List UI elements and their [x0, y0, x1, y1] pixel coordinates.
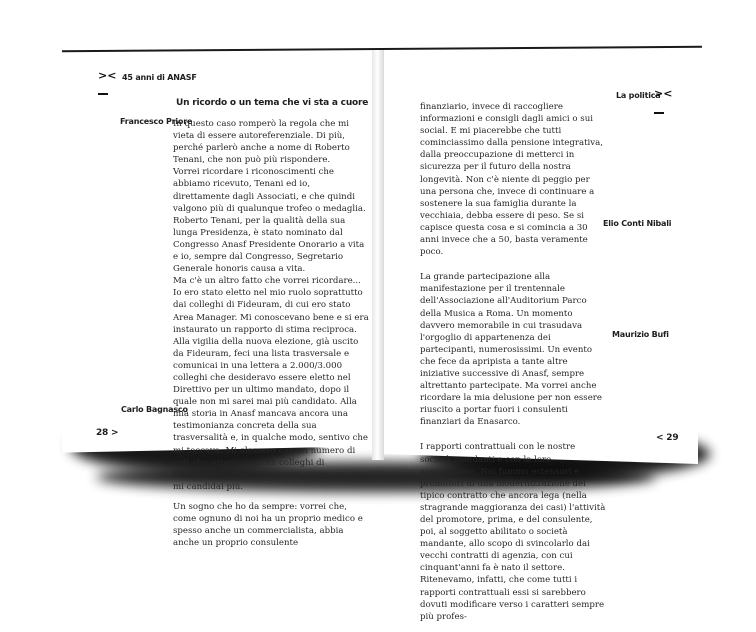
author-label-priore: Francesco Priore	[120, 117, 193, 126]
right-header-text: La politica	[616, 91, 661, 100]
right-page-number: < 29	[656, 433, 679, 443]
left-header-dash	[98, 93, 108, 95]
section-title: Un ricordo o un tema che vi sta a cuore	[176, 98, 369, 108]
left-body-text	[173, 118, 369, 558]
author-label-bufi: Maurizio Bufi	[612, 330, 669, 339]
right-header-mark: ><	[654, 87, 673, 100]
paragraph-bagnasco: Un sogno che ho da sempre: vorrei che, come ognuno di noi ha un proprio medico e spesso anche un commercialista, abbia anche un proprio consulente	[173, 501, 363, 549]
paragraph-bufi: I rapporti contrattuali con le nostre società mandanti e con la loro associazione. Noi fummo estensori e promotori di una modernizzazione del tipico contratto che ancora lega (nella stragrande maggioranza dei casi) l'attività del promotore, prima, e del consulente, poi, al soggetto abilitato o società mandante, allo scopo di svincolarlo dai vecchi contratti di agenzia, con cui cinquant'anni fa è nato il settore. Ritenevamo, infatti, che come tutti i rapporti contrattuali essi si sarebbero dovuti modificare verso i caratteri sempre più profes-	[420, 442, 606, 622]
author-label-conti-nibali: Elio Conti Nibali	[603, 219, 672, 228]
right-header-dash	[654, 112, 664, 114]
book-spine	[372, 50, 384, 460]
left-header-text: 45 anni di ANASF	[122, 73, 197, 82]
paragraph-priore-3: Ma c'è un altro fatto che vorrei ricordare... Io ero stato eletto nel mio ruolo soprattutto dai colleghi di Fideuram, di cui ero stato Area Manager. Mi conoscevano bene e si era instaurato un rapporto di stima reciproca. Alla vigilia della nuova elezione, già uscito da Fideuram, feci una lista trasversale e comunicai in una lettera a 2.000/3.000 colleghi che desideravo essere eletto nel Direttivo per un ultimo mandato, dopo il quale non mi sarei mai più candidato. Alla mia storia in Anasf mancava ancora una testimonianza concreta della sua trasversalità e, in qualche modo, sentivo che mi toccava. Mi elessero con un numero di voti che superava gli ex-colleghi di Fideuram e, in seguito, come promesso, non mi candidai più.	[173, 276, 369, 492]
right-body-text	[420, 101, 608, 632]
paragraph-priore-1: In questo caso romperò la regola che mi vieta di essere autoreferenziale. Di più, perché parlerò anche a nome di Roberto Tenani, che non può più rispondere.	[173, 119, 350, 166]
paragraph-priore-2: Vorrei ricordare i riconoscimenti che abbiamo ricevuto, Tenani ed io, direttamente dagli Associati, e che quindi valgono più di qualunque trofeo o medaglia. Roberto Tenani, per la qualità della sua lunga Presidenza, è stato nominato dal Congresso Anasf Presidente Onorario a vita e io, sempre dal Congresso, Segretario Generale honoris causa a vita.	[173, 167, 366, 275]
paragraph-continued: finanziario, invece di raccogliere informazioni e consigli dagli amici o sui social. E mi piacerebbe che tutti cominciassimo dalla pensione integrativa, dalla preoccupazione di metterci in sicurezza per il futuro della nostra longevità. Non c'è niente di peggio per una persona che, invece di continuare a sostenere la sua famiglia durante la vecchiaia, debba essere di peso. Se si capisce questa cosa e si comincia a 30 anni invece che a 50, basta veramente poco.	[420, 102, 603, 258]
paragraph-conti-nibali: La grande partecipazione alla manifestazione per il trentennale dell'Associazione all'Auditorium Parco della Musica a Roma. Un momento davvero memorabile in cui trasudava l'orgoglio di appartenenza dei partecipanti, numerosissimi. Un evento che fece da apripista a tante altre iniziative successive di Anasf, sempre altrettanto partecipate. Ma vorrei anche ricordare la mia delusione per non essere riuscito a portar fuori i consulenti finanziari da Enasarco.	[420, 272, 603, 428]
left-page-number: 28 >	[96, 428, 119, 438]
author-label-bagnasco: Carlo Bagnasco	[121, 405, 188, 414]
left-header-mark: ><	[98, 69, 117, 82]
